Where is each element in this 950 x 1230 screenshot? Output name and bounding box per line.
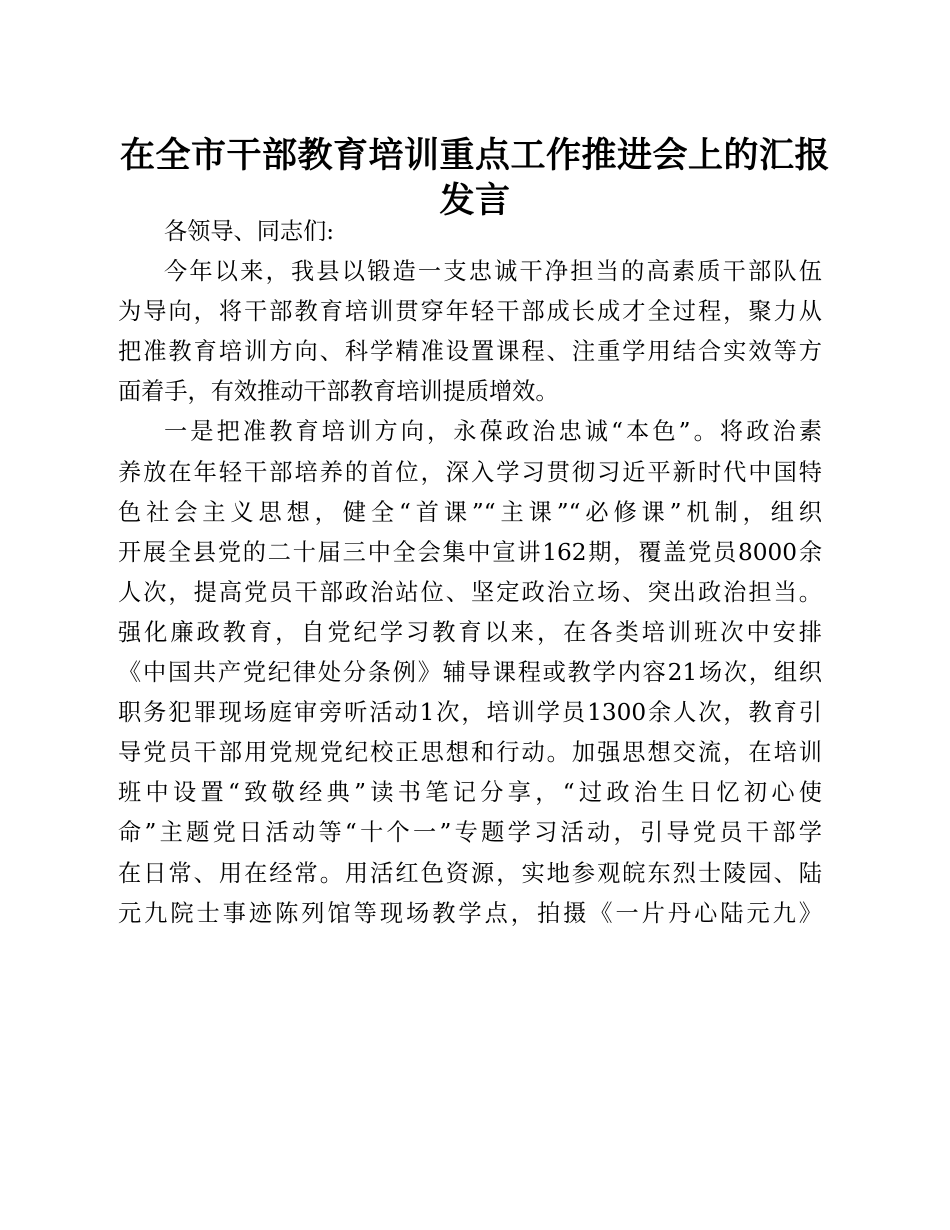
title-line: 在全市干部教育培训重点工作推进会上的汇报 xyxy=(119,135,830,176)
document-title xyxy=(118,133,832,223)
text-line: 班中设置“致敬经典”读书笔记分享，“过政治生日忆初心使 xyxy=(118,779,822,807)
text-line: 《中国共产党纪律处分条例》辅导课程或教学内容21场次，组织 xyxy=(118,659,822,687)
text-line: 一是把准教育培训方向，永葆政治忠诚“本色”。将政治素 xyxy=(164,418,822,446)
salutation: 各领导、同志们: xyxy=(164,218,335,245)
text-line: 把准教育培训方向、科学精准设置课程、注重学用结合实效等方 xyxy=(118,338,822,366)
text-line: 职务犯罪现场庭审旁听活动1次，培训学员1300余人次，教育引 xyxy=(118,699,822,727)
text-line: 今年以来，我县以锻造一支忠诚干净担当的高素质干部队伍 xyxy=(164,258,822,286)
text-line: 人次，提高党员干部政治站位、坚定政治立场、突出政治担当。 xyxy=(118,578,822,606)
document-body xyxy=(118,212,822,934)
text-line: 养放在年轻干部培养的首位，深入学习贯彻习近平新时代中国特 xyxy=(118,458,822,486)
text-line: 强化廉政教育，自党纪学习教育以来，在各类培训班次中安排 xyxy=(118,618,822,646)
text-line: 在日常、用在经常。用活红色资源，实地参观皖东烈士陵园、陆 xyxy=(118,859,822,887)
text-line: 色社会主义思想，健全“首课”“主课”“必修课”机制，组织 xyxy=(118,498,822,526)
text-line: 为导向，将干部教育培训贯穿年轻干部成长成才全过程，聚力从 xyxy=(118,298,822,326)
text-line: 命”主题党日活动等“十个一”专题学习活动，引导党员干部学 xyxy=(118,819,822,847)
text-line: 开展全县党的二十届三中全会集中宣讲162期，覆盖党员8000余 xyxy=(118,538,822,566)
title-line: 发言 xyxy=(439,180,511,221)
text-line: 导党员干部用党规党纪校正思想和行动。加强思想交流，在培训 xyxy=(118,739,822,767)
text-line: 面着手，有效推动干部教育培训提质增效。 xyxy=(118,378,559,406)
text-line: 元九院士事迹陈列馆等现场教学点，拍摄《一片丹心陆元九》 xyxy=(118,899,822,927)
